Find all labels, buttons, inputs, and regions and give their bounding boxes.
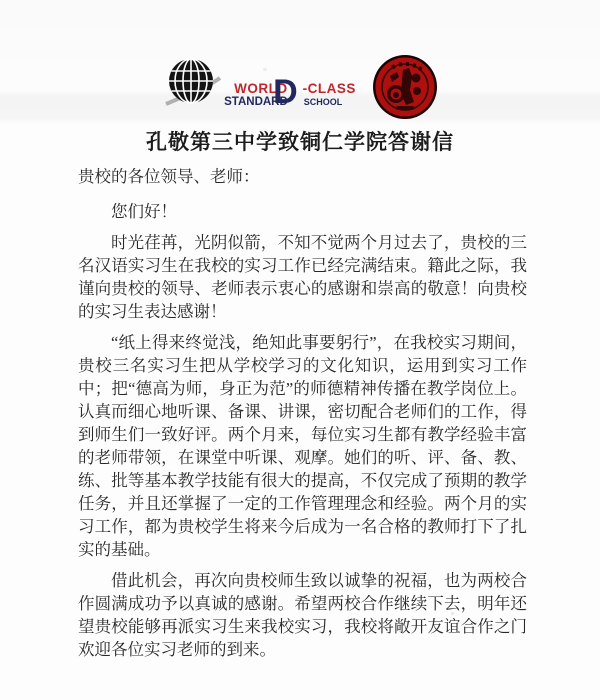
logo-word-standard: STANDARD: [224, 96, 288, 108]
paragraph-3: 借此机会，再次向贵校师生致以诚挚的祝福，也为两校合作圆满成功予以真诚的感谢。希望两校合作继续下去，明年还望贵校能够再派实习生来我校实习，我校将敞开友谊合作之门欢迎各位实习老师的到来。: [78, 571, 527, 659]
letter-body: [78, 165, 527, 669]
letter-header: [0, 56, 600, 120]
school-seal-icon: [372, 54, 438, 120]
logo-wordmark: [210, 72, 356, 111]
logo-word-world: WORLD: [234, 80, 288, 96]
paragraph-1: 时光荏苒，光阴似箭，不知不觉两个月过去了，贵校的三名汉语实习生在我校的实习工作已经完满结束。籍此之际，我谨向贵校的领导、老师表示衷心的感谢和崇高的敬意！向贵校的实习生表达感谢！: [78, 233, 527, 321]
globe-icon: [162, 54, 224, 116]
logo-word-school: SCHOOL: [303, 97, 343, 107]
salutation-line: 贵校的各位领导、老师：: [78, 167, 260, 186]
logo-big-d: D: [273, 72, 298, 111]
world-class-standard-school-logo: [162, 56, 356, 120]
greeting-line: 您们好！: [111, 202, 177, 221]
letter-title: 孔敬第三中学致铜仁学院答谢信: [146, 130, 454, 154]
paragraph-2: “纸上得来终觉浅，绝知此事要躬行”，在我校实习期间，贵校三名实习生把从学校学习的文化知识，运用到实习工作中；把“德高为师，身正为范”的师德精神传播在教学岗位上。认真而细心地听课、备课、讲课，密切配合老师们的工作，得到师生们一致好评。两个月来，每位实习生都有教学经验丰富的老师带领，在课堂中听课、观摩。她们的听、评、备、教、练、批等基本教学技能有很大的提高，不仅完成了预期的教学任务，并且还掌握了一定的工作管理理念和经验。两个月的实习工作，都为贵校学生将来今后成为一名合格的教师打下了扎实的基础。: [78, 333, 527, 559]
logo-word-class: -CLASS: [302, 80, 356, 96]
